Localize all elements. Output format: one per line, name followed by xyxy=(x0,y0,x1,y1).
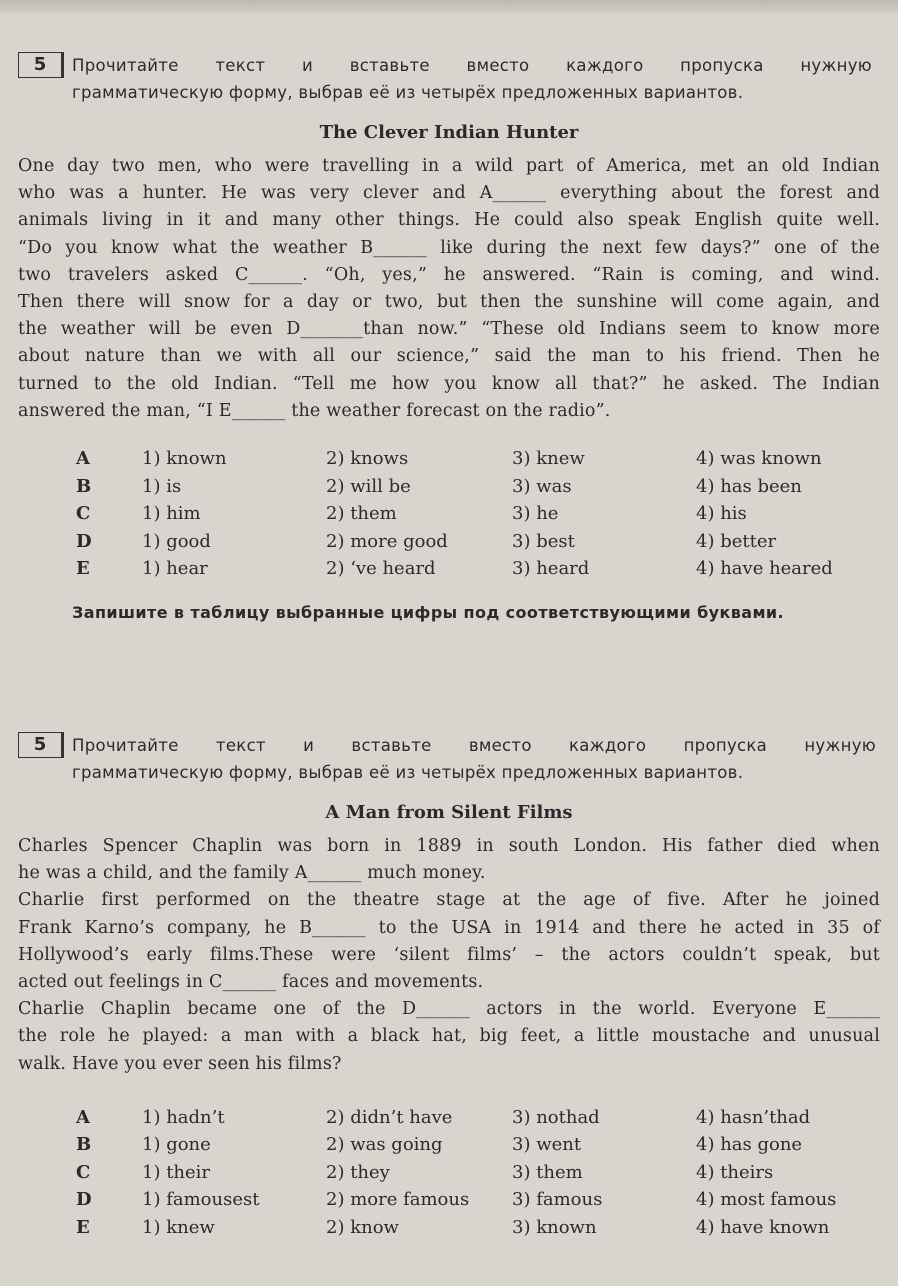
instruction-line: грамматическую форму, выбрав её из четырёх предложенных вариантов. xyxy=(72,763,744,782)
option-4: 4) was known xyxy=(696,448,822,470)
text-line: turned to the old Indian. “Tell me how you know all that?” he asked. The Indian xyxy=(18,373,880,394)
option-4: 4) theirs xyxy=(696,1161,774,1183)
instruction-line: Прочитайте текст и вставьте вместо каждого пропуска нужную xyxy=(72,56,872,75)
option-2: 2) them xyxy=(326,503,397,525)
option-3: 3) nothad xyxy=(512,1106,600,1128)
option-3: 3) he xyxy=(512,503,559,525)
option-1: 1) is xyxy=(142,475,182,497)
task-2 xyxy=(18,732,880,1241)
option-3: 3) them xyxy=(512,1161,583,1183)
option-2: 2) knows xyxy=(326,448,409,470)
text-line: the role he played: a man with a black hat, big feet, a little moustache and unusual xyxy=(18,1026,880,1047)
text-line: acted out feelings in C______ faces and movements. xyxy=(18,972,484,993)
text-line: answered the man, “I E______ the weather forecast on the radio”. xyxy=(18,400,611,421)
text-line: “Do you know what the weather B______ like during the next few days?” one of the xyxy=(18,237,880,258)
option-3: 3) heard xyxy=(512,558,590,580)
option-4: 4) has been xyxy=(696,475,802,497)
top-edge-strip xyxy=(0,0,898,14)
task-1-number-box: 5 xyxy=(18,52,64,78)
text-line: animals living in it and many other things. He could also speak English quite well. xyxy=(18,210,880,231)
option-1: 1) him xyxy=(142,503,201,525)
option-letter: E xyxy=(76,558,90,580)
text-line: two travelers asked C______. “Oh, yes,” he answered. “Rain is coming, and wind. xyxy=(18,264,880,285)
option-letter: C xyxy=(76,503,91,525)
task-1-text xyxy=(18,153,880,425)
option-letter: B xyxy=(76,1134,92,1156)
option-row-d xyxy=(76,1186,880,1214)
option-1: 1) knew xyxy=(142,1216,215,1238)
task-2-instruction xyxy=(72,732,876,786)
task-2-number-box: 5 xyxy=(18,732,64,758)
option-1: 1) famousest xyxy=(142,1189,260,1211)
option-row-e xyxy=(76,555,880,583)
option-2: 2) know xyxy=(326,1216,399,1238)
text-line: who was a hunter. He was very clever and A______ everything about the forest and xyxy=(18,183,880,204)
task-1-note: Запишите в таблицу выбранные цифры под соответствующими буквами. xyxy=(72,602,785,622)
text-line: about nature than we with all our science,” said the man to his friend. Then he xyxy=(18,346,880,367)
task-1-title: The Clever Indian Hunter xyxy=(319,122,579,143)
text-line: Charlie Chaplin became one of the D______ actors in the world. Everyone E______ xyxy=(18,999,880,1020)
task-2-header xyxy=(18,732,880,786)
option-row-c xyxy=(76,1159,880,1187)
text-line: Hollywood’s early films.These were ‘silent films’ – the actors couldn’t speak, but xyxy=(18,944,880,965)
text-line: Charlie first performed on the theatre stage at the age of five. After he joined xyxy=(18,890,880,911)
option-4: 4) hasn’thad xyxy=(696,1106,811,1128)
option-row-d xyxy=(76,528,880,556)
option-3: 3) known xyxy=(512,1216,597,1238)
option-1: 1) hear xyxy=(142,558,208,580)
option-4: 4) his xyxy=(696,503,747,525)
option-letter: E xyxy=(76,1216,90,1238)
option-2: 2) was going xyxy=(326,1134,443,1156)
option-3: 3) famous xyxy=(512,1189,603,1211)
text-line: Then there will snow for a day or two, but then the sunshine will come again, and xyxy=(18,292,880,313)
option-row-e xyxy=(76,1214,880,1242)
option-4: 4) have known xyxy=(696,1216,830,1238)
option-row-b xyxy=(76,473,880,501)
text-line: Frank Karno’s company, he B______ to the USA in 1914 and there he acted in 35 of xyxy=(18,917,880,938)
instruction-line: Прочитайте текст и вставьте вместо каждого пропуска нужную xyxy=(72,736,876,755)
option-2: 2) they xyxy=(326,1161,390,1183)
option-4: 4) has gone xyxy=(696,1134,803,1156)
text-line: One day two men, who were travelling in a wild part of America, met an old Indian xyxy=(18,156,880,176)
option-letter: A xyxy=(76,448,90,470)
task-1-header xyxy=(18,52,880,106)
option-3: 3) was xyxy=(512,475,572,497)
option-row-a xyxy=(76,1104,880,1132)
option-4: 4) better xyxy=(696,530,777,552)
option-3: 3) went xyxy=(512,1134,582,1156)
option-3: 3) knew xyxy=(512,448,585,470)
option-2: 2) ‘ve heard xyxy=(326,558,436,580)
option-1: 1) known xyxy=(142,448,227,470)
task-1-instruction xyxy=(72,52,872,106)
option-2: 2) will be xyxy=(326,475,411,497)
option-letter: B xyxy=(76,475,92,497)
option-1: 1) gone xyxy=(142,1134,211,1156)
task-1 xyxy=(18,52,880,622)
option-2: 2) more good xyxy=(326,530,448,552)
option-1: 1) hadn’t xyxy=(142,1106,225,1128)
option-1: 1) their xyxy=(142,1161,211,1183)
text-line: walk. Have you ever seen his films? xyxy=(18,1053,342,1074)
instruction-line: грамматическую форму, выбрав её из четырёх предложенных вариантов. xyxy=(72,83,744,102)
task-1-options xyxy=(76,445,880,583)
option-2: 2) more famous xyxy=(326,1189,470,1211)
task-2-options xyxy=(76,1104,880,1242)
option-row-c xyxy=(76,500,880,528)
text-line: he was a child, and the family A______ much money. xyxy=(18,863,486,884)
option-row-b xyxy=(76,1131,880,1159)
option-letter: D xyxy=(76,530,92,552)
text-line: the weather will be even D_______than now.” “These old Indians seem to know more xyxy=(18,319,880,340)
option-2: 2) didn’t have xyxy=(326,1106,453,1128)
option-4: 4) most famous xyxy=(696,1189,837,1211)
option-4: 4) have heared xyxy=(696,558,833,580)
task-2-title: A Man from Silent Films xyxy=(325,802,573,823)
option-letter: C xyxy=(76,1161,91,1183)
task-2-text xyxy=(18,833,880,1078)
option-letter: D xyxy=(76,1189,92,1211)
option-3: 3) best xyxy=(512,530,575,552)
option-1: 1) good xyxy=(142,530,211,552)
option-row-a xyxy=(76,445,880,473)
text-line: Charles Spencer Chaplin was born in 1889 in south London. His father died when xyxy=(18,836,880,856)
option-letter: A xyxy=(76,1106,90,1128)
